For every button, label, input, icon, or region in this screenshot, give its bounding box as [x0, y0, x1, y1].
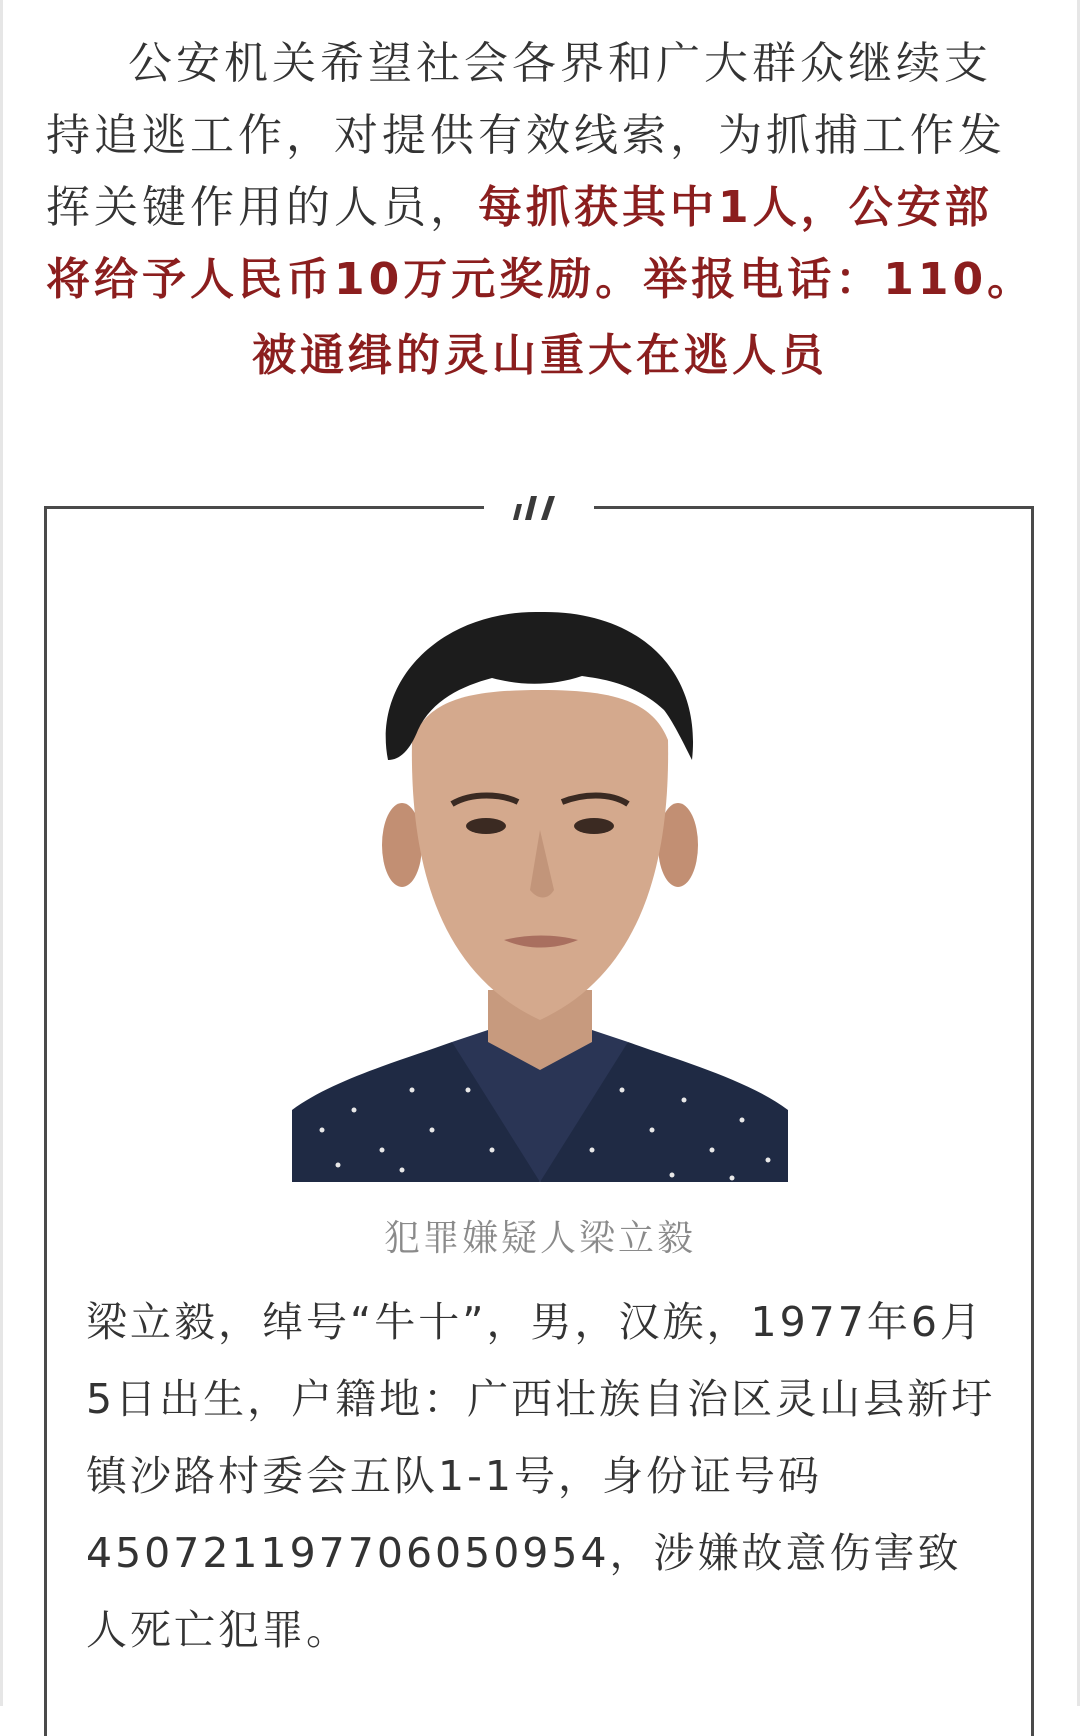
- intro-text: 公安机关希望社会各界和广大群众继续支持追逃工作，对提供有效线索，为抓捕工作发挥关键作用的人员，: [46, 38, 1006, 233]
- suspect-photo: [292, 590, 788, 1182]
- intro-paragraph: [46, 28, 1036, 316]
- reward-notice: 每抓获其中1人，公安部将给予人民币10万元奖励。举报电话：110。: [46, 182, 1036, 305]
- page-edge-left: [0, 0, 3, 1706]
- slash-mark-icon: [484, 490, 594, 524]
- suspect-bio: 梁立毅，绰号“牛十”，男，汉族，1977年6月5日出生，户籍地：广西壮族自治区灵山县新圩镇沙路村委会五队1-1号，身份证号码450721197706050954，涉嫌故意伤害致人死亡犯罪。: [86, 1298, 996, 1654]
- photo-caption: 犯罪嫌疑人梁立毅: [383, 1218, 696, 1259]
- section-title: 被通缉的灵山重大在逃人员: [252, 330, 828, 381]
